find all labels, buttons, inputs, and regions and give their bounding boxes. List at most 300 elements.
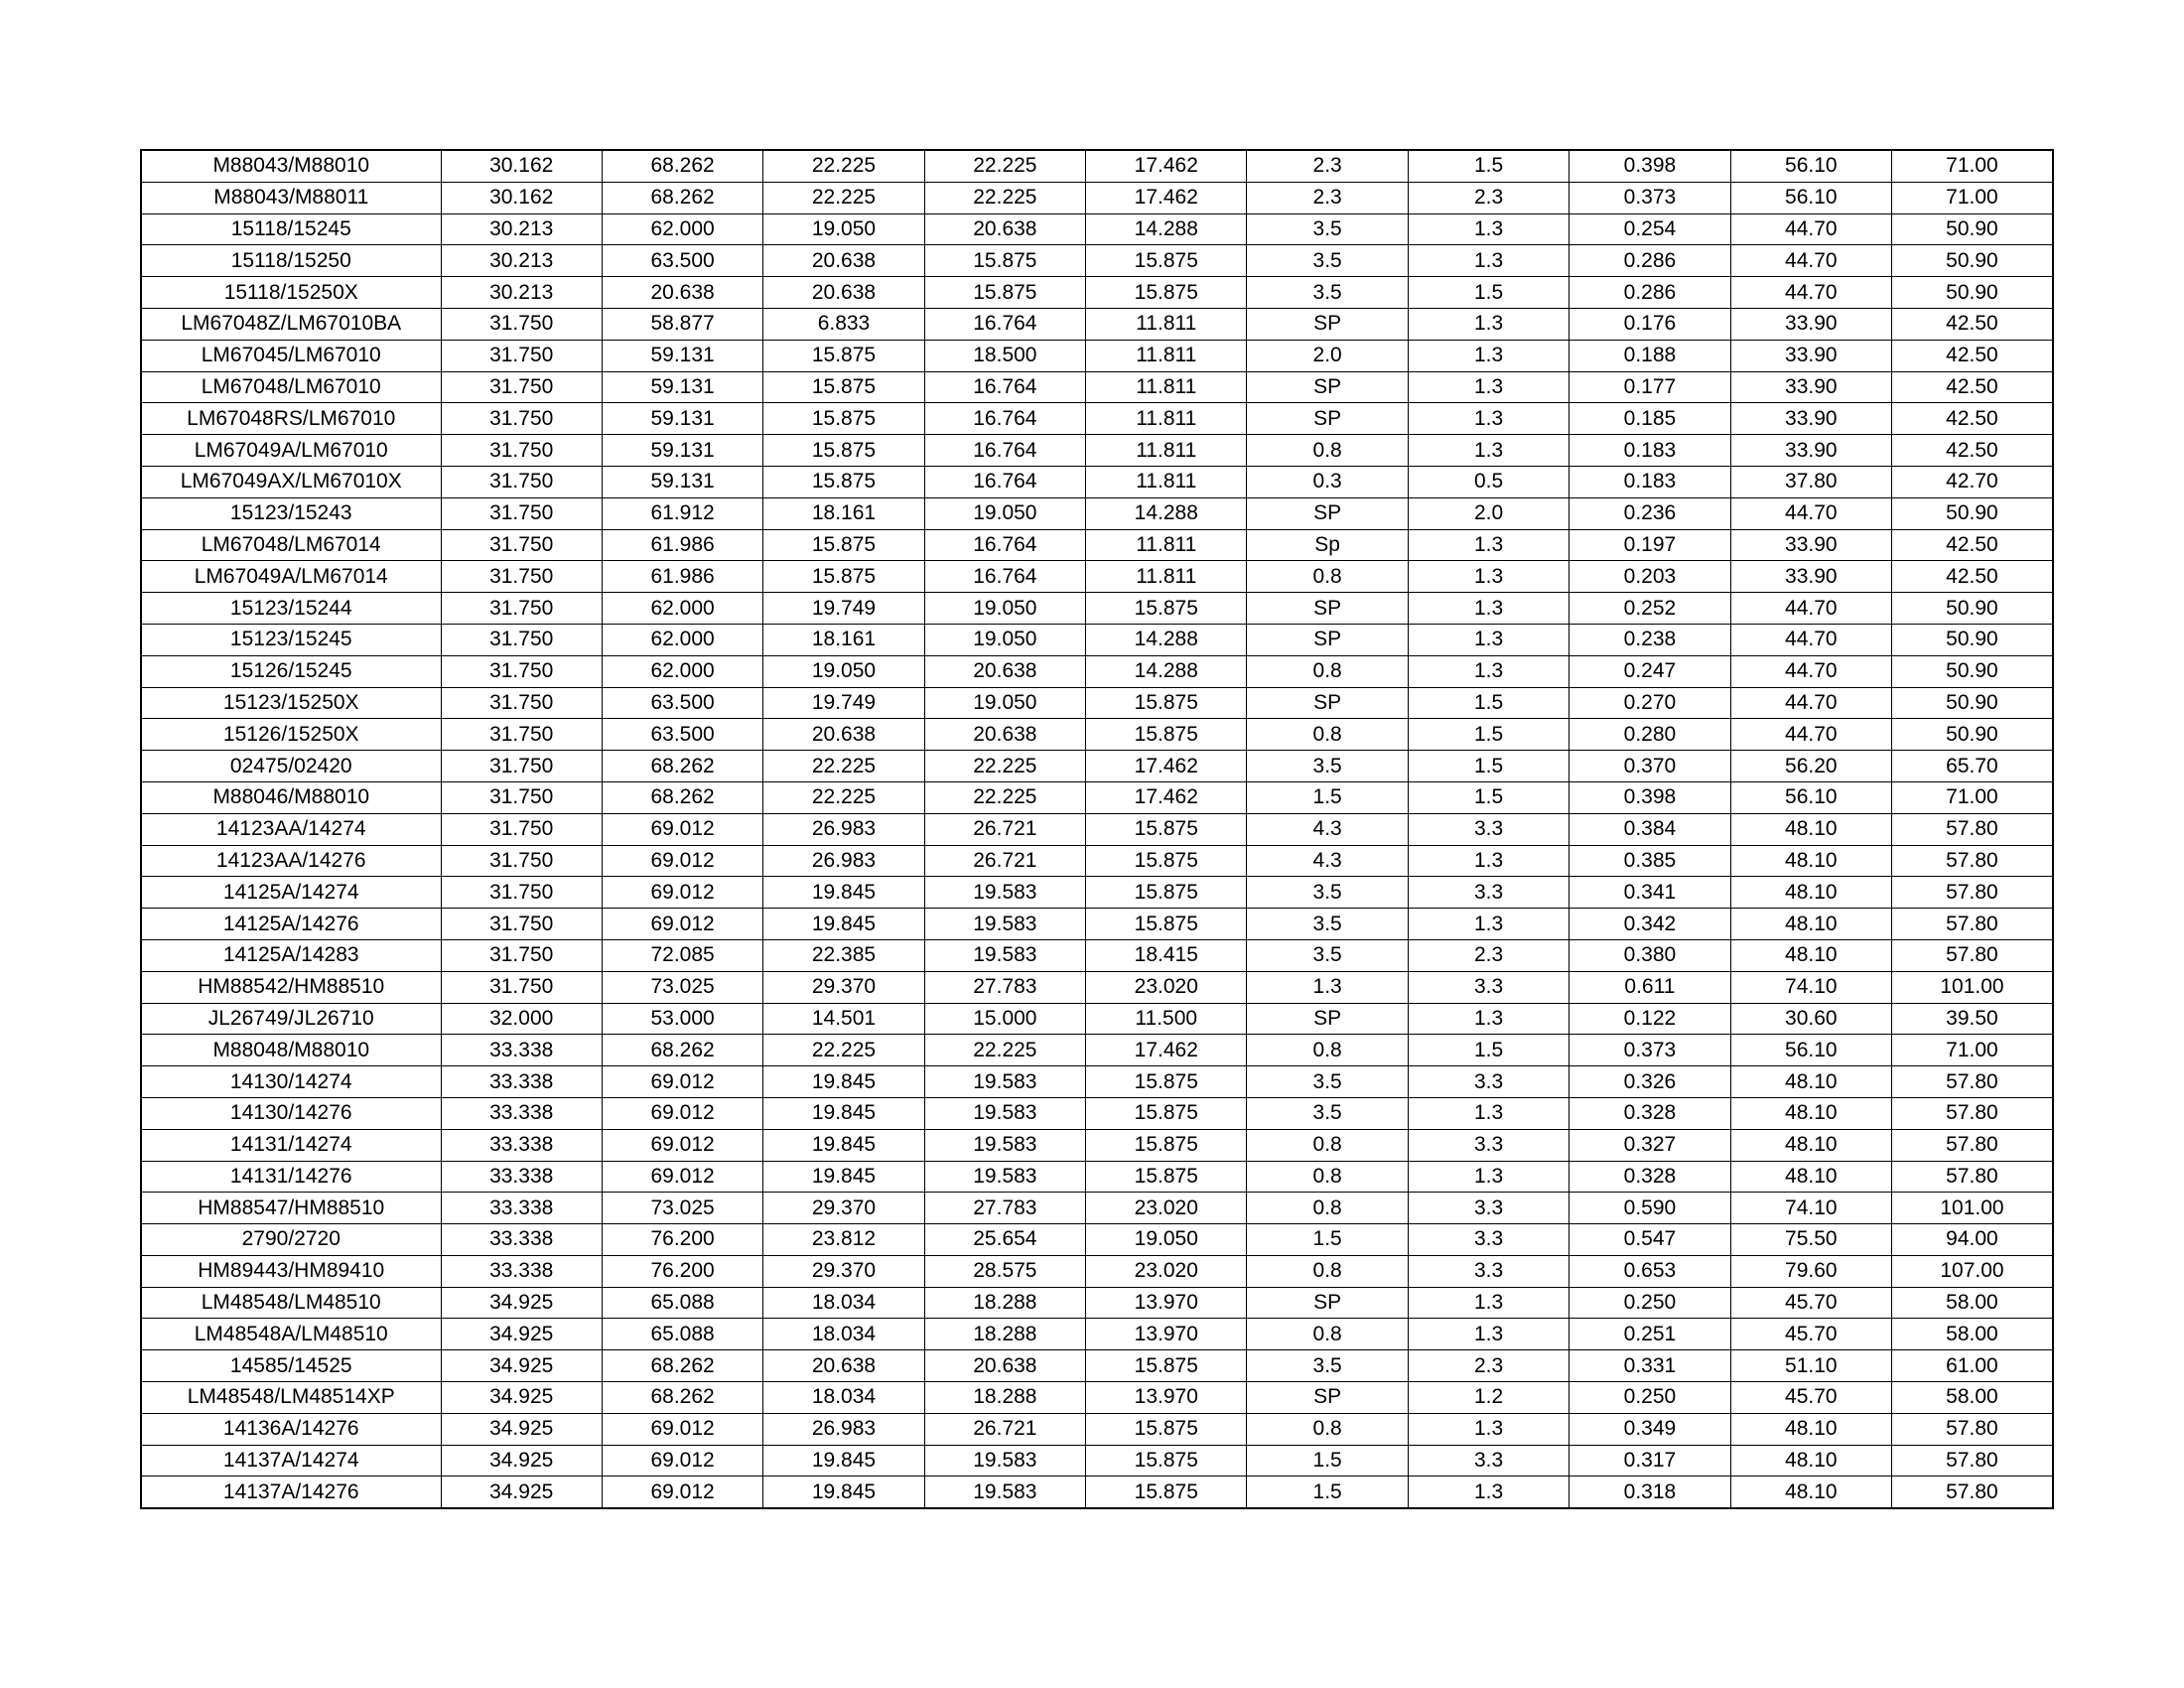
dynamic-load-cell: 44.70 xyxy=(1730,277,1891,309)
weight-cell: 0.247 xyxy=(1570,655,1730,687)
dynamic-load-cell: 44.70 xyxy=(1730,497,1891,529)
cup-width-cell: 15.875 xyxy=(1086,1413,1247,1445)
cone-width-cell: 19.749 xyxy=(763,687,924,719)
outer-diameter-cell: 65.088 xyxy=(602,1319,762,1350)
dynamic-load-cell: 51.10 xyxy=(1730,1350,1891,1382)
dynamic-load-cell: 48.10 xyxy=(1730,877,1891,909)
cone-fillet-radius-cell: SP xyxy=(1247,1287,1408,1319)
cone-width-cell: 6.833 xyxy=(763,308,924,340)
dynamic-load-cell: 44.70 xyxy=(1730,687,1891,719)
cup-fillet-radius-cell: 1.5 xyxy=(1408,781,1569,813)
table-row xyxy=(141,182,2053,213)
cone-fillet-radius-cell: 4.3 xyxy=(1247,845,1408,877)
overall-width-cell: 27.783 xyxy=(924,971,1085,1003)
table-row xyxy=(141,1035,2053,1066)
static-load-cell: 42.50 xyxy=(1892,340,2053,371)
cone-fillet-radius-cell: SP xyxy=(1247,371,1408,403)
part-number-cell: M88043/M88010 xyxy=(141,150,441,182)
bore-diameter-cell: 33.338 xyxy=(441,1255,602,1287)
cup-fillet-radius-cell: 1.3 xyxy=(1408,1413,1569,1445)
cup-width-cell: 15.875 xyxy=(1086,877,1247,909)
bore-diameter-cell: 31.750 xyxy=(441,593,602,625)
bore-diameter-cell: 33.338 xyxy=(441,1097,602,1129)
weight-cell: 0.326 xyxy=(1570,1066,1730,1098)
cone-width-cell: 15.875 xyxy=(763,340,924,371)
cup-width-cell: 13.970 xyxy=(1086,1287,1247,1319)
part-number-cell: LM67048/LM67010 xyxy=(141,371,441,403)
dynamic-load-cell: 33.90 xyxy=(1730,529,1891,561)
weight-cell: 0.183 xyxy=(1570,435,1730,467)
cup-fillet-radius-cell: 1.3 xyxy=(1408,593,1569,625)
table-row xyxy=(141,1003,2053,1035)
cup-fillet-radius-cell: 1.3 xyxy=(1408,213,1569,245)
outer-diameter-cell: 59.131 xyxy=(602,340,762,371)
cup-width-cell: 11.811 xyxy=(1086,308,1247,340)
table-row xyxy=(141,781,2053,813)
part-number-cell: HM89443/HM89410 xyxy=(141,1255,441,1287)
dynamic-load-cell: 48.10 xyxy=(1730,813,1891,845)
weight-cell: 0.280 xyxy=(1570,719,1730,751)
cone-fillet-radius-cell: 1.3 xyxy=(1247,971,1408,1003)
weight-cell: 0.328 xyxy=(1570,1097,1730,1129)
part-number-cell: 14125A/14274 xyxy=(141,877,441,909)
cup-width-cell: 11.811 xyxy=(1086,435,1247,467)
overall-width-cell: 19.583 xyxy=(924,1097,1085,1129)
part-number-cell: M88043/M88011 xyxy=(141,182,441,213)
cup-width-cell: 17.462 xyxy=(1086,182,1247,213)
cone-width-cell: 20.638 xyxy=(763,277,924,309)
cup-fillet-radius-cell: 1.3 xyxy=(1408,435,1569,467)
static-load-cell: 42.50 xyxy=(1892,435,2053,467)
outer-diameter-cell: 53.000 xyxy=(602,1003,762,1035)
overall-width-cell: 19.583 xyxy=(924,1161,1085,1193)
table-row xyxy=(141,1287,2053,1319)
outer-diameter-cell: 69.012 xyxy=(602,1066,762,1098)
cup-fillet-radius-cell: 1.5 xyxy=(1408,1035,1569,1066)
weight-cell: 0.342 xyxy=(1570,909,1730,940)
static-load-cell: 57.80 xyxy=(1892,909,2053,940)
part-number-cell: 2790/2720 xyxy=(141,1224,441,1256)
dynamic-load-cell: 56.10 xyxy=(1730,781,1891,813)
cone-width-cell: 22.225 xyxy=(763,781,924,813)
weight-cell: 0.398 xyxy=(1570,781,1730,813)
cone-width-cell: 29.370 xyxy=(763,1255,924,1287)
table-row xyxy=(141,1319,2053,1350)
cup-fillet-radius-cell: 1.3 xyxy=(1408,1003,1569,1035)
weight-cell: 0.185 xyxy=(1570,403,1730,435)
part-number-cell: 15123/15243 xyxy=(141,497,441,529)
static-load-cell: 50.90 xyxy=(1892,655,2053,687)
dynamic-load-cell: 37.80 xyxy=(1730,466,1891,497)
dynamic-load-cell: 33.90 xyxy=(1730,561,1891,593)
part-number-cell: 15123/15245 xyxy=(141,624,441,655)
static-load-cell: 50.90 xyxy=(1892,719,2053,751)
part-number-cell: 15118/15250 xyxy=(141,245,441,277)
outer-diameter-cell: 58.877 xyxy=(602,308,762,340)
outer-diameter-cell: 59.131 xyxy=(602,435,762,467)
cone-width-cell: 15.875 xyxy=(763,466,924,497)
static-load-cell: 50.90 xyxy=(1892,213,2053,245)
static-load-cell: 57.80 xyxy=(1892,1129,2053,1161)
outer-diameter-cell: 68.262 xyxy=(602,781,762,813)
part-number-cell: 15118/15245 xyxy=(141,213,441,245)
static-load-cell: 58.00 xyxy=(1892,1382,2053,1414)
outer-diameter-cell: 69.012 xyxy=(602,1477,762,1508)
part-number-cell: 14131/14274 xyxy=(141,1129,441,1161)
part-number-cell: 02475/02420 xyxy=(141,751,441,782)
cone-fillet-radius-cell: 0.8 xyxy=(1247,1035,1408,1066)
cup-width-cell: 15.875 xyxy=(1086,1445,1247,1477)
overall-width-cell: 16.764 xyxy=(924,435,1085,467)
overall-width-cell: 22.225 xyxy=(924,1035,1085,1066)
cup-fillet-radius-cell: 1.5 xyxy=(1408,719,1569,751)
cone-fillet-radius-cell: 3.5 xyxy=(1247,245,1408,277)
part-number-cell: LM67045/LM67010 xyxy=(141,340,441,371)
cone-width-cell: 18.161 xyxy=(763,497,924,529)
weight-cell: 0.251 xyxy=(1570,1319,1730,1350)
cone-fillet-radius-cell: 0.3 xyxy=(1247,466,1408,497)
static-load-cell: 101.00 xyxy=(1892,971,2053,1003)
table-row xyxy=(141,845,2053,877)
cup-fillet-radius-cell: 1.3 xyxy=(1408,403,1569,435)
part-number-cell: LM67048Z/LM67010BA xyxy=(141,308,441,340)
cone-fillet-radius-cell: 0.8 xyxy=(1247,1255,1408,1287)
part-number-cell: 15126/15250X xyxy=(141,719,441,751)
cone-width-cell: 15.875 xyxy=(763,435,924,467)
outer-diameter-cell: 69.012 xyxy=(602,1445,762,1477)
outer-diameter-cell: 62.000 xyxy=(602,213,762,245)
static-load-cell: 57.80 xyxy=(1892,877,2053,909)
weight-cell: 0.380 xyxy=(1570,939,1730,971)
cup-fillet-radius-cell: 1.5 xyxy=(1408,751,1569,782)
outer-diameter-cell: 68.262 xyxy=(602,1350,762,1382)
outer-diameter-cell: 68.262 xyxy=(602,1035,762,1066)
cone-width-cell: 22.225 xyxy=(763,150,924,182)
weight-cell: 0.341 xyxy=(1570,877,1730,909)
outer-diameter-cell: 68.262 xyxy=(602,182,762,213)
part-number-cell: 14123AA/14274 xyxy=(141,813,441,845)
bore-diameter-cell: 31.750 xyxy=(441,877,602,909)
cup-width-cell: 15.875 xyxy=(1086,1350,1247,1382)
cone-fillet-radius-cell: 3.5 xyxy=(1247,1350,1408,1382)
cone-fillet-radius-cell: 0.8 xyxy=(1247,719,1408,751)
cone-width-cell: 18.034 xyxy=(763,1287,924,1319)
dynamic-load-cell: 45.70 xyxy=(1730,1382,1891,1414)
weight-cell: 0.328 xyxy=(1570,1161,1730,1193)
cone-fillet-radius-cell: SP xyxy=(1247,497,1408,529)
overall-width-cell: 15.875 xyxy=(924,245,1085,277)
dynamic-load-cell: 56.10 xyxy=(1730,150,1891,182)
outer-diameter-cell: 61.986 xyxy=(602,529,762,561)
part-number-cell: LM67049A/LM67014 xyxy=(141,561,441,593)
table-row xyxy=(141,655,2053,687)
table-row xyxy=(141,371,2053,403)
cone-width-cell: 19.845 xyxy=(763,1161,924,1193)
weight-cell: 0.327 xyxy=(1570,1129,1730,1161)
cone-fillet-radius-cell: 3.5 xyxy=(1247,877,1408,909)
cup-width-cell: 23.020 xyxy=(1086,1193,1247,1224)
weight-cell: 0.270 xyxy=(1570,687,1730,719)
cone-width-cell: 26.983 xyxy=(763,845,924,877)
outer-diameter-cell: 73.025 xyxy=(602,1193,762,1224)
cone-width-cell: 22.225 xyxy=(763,1035,924,1066)
table-row xyxy=(141,751,2053,782)
bore-diameter-cell: 34.925 xyxy=(441,1382,602,1414)
part-number-cell: 14136A/14276 xyxy=(141,1413,441,1445)
weight-cell: 0.176 xyxy=(1570,308,1730,340)
dynamic-load-cell: 44.70 xyxy=(1730,245,1891,277)
static-load-cell: 107.00 xyxy=(1892,1255,2053,1287)
dynamic-load-cell: 75.50 xyxy=(1730,1224,1891,1256)
dynamic-load-cell: 79.60 xyxy=(1730,1255,1891,1287)
table-row xyxy=(141,150,2053,182)
weight-cell: 0.236 xyxy=(1570,497,1730,529)
table-row xyxy=(141,466,2053,497)
cone-width-cell: 19.845 xyxy=(763,1477,924,1508)
outer-diameter-cell: 69.012 xyxy=(602,1097,762,1129)
cone-width-cell: 15.875 xyxy=(763,403,924,435)
overall-width-cell: 22.225 xyxy=(924,150,1085,182)
weight-cell: 0.188 xyxy=(1570,340,1730,371)
static-load-cell: 39.50 xyxy=(1892,1003,2053,1035)
cup-width-cell: 11.811 xyxy=(1086,340,1247,371)
weight-cell: 0.317 xyxy=(1570,1445,1730,1477)
cup-width-cell: 15.875 xyxy=(1086,1097,1247,1129)
outer-diameter-cell: 62.000 xyxy=(602,593,762,625)
table-row xyxy=(141,529,2053,561)
table-row xyxy=(141,277,2053,309)
part-number-cell: 14131/14276 xyxy=(141,1161,441,1193)
cone-fillet-radius-cell: 0.8 xyxy=(1247,655,1408,687)
dynamic-load-cell: 33.90 xyxy=(1730,308,1891,340)
overall-width-cell: 20.638 xyxy=(924,213,1085,245)
cup-fillet-radius-cell: 3.3 xyxy=(1408,971,1569,1003)
static-load-cell: 71.00 xyxy=(1892,1035,2053,1066)
overall-width-cell: 19.583 xyxy=(924,1445,1085,1477)
table-row xyxy=(141,1066,2053,1098)
cup-width-cell: 15.875 xyxy=(1086,687,1247,719)
static-load-cell: 50.90 xyxy=(1892,624,2053,655)
cone-width-cell: 19.050 xyxy=(763,213,924,245)
table-row xyxy=(141,877,2053,909)
bore-diameter-cell: 33.338 xyxy=(441,1161,602,1193)
bearing-data-table xyxy=(140,149,2054,1509)
cone-fillet-radius-cell: SP xyxy=(1247,1382,1408,1414)
cone-width-cell: 19.050 xyxy=(763,655,924,687)
cone-fillet-radius-cell: 1.5 xyxy=(1247,1224,1408,1256)
bore-diameter-cell: 31.750 xyxy=(441,971,602,1003)
weight-cell: 0.183 xyxy=(1570,466,1730,497)
weight-cell: 0.370 xyxy=(1570,751,1730,782)
cup-fillet-radius-cell: 1.5 xyxy=(1408,687,1569,719)
dynamic-load-cell: 74.10 xyxy=(1730,1193,1891,1224)
static-load-cell: 58.00 xyxy=(1892,1319,2053,1350)
cone-width-cell: 19.845 xyxy=(763,877,924,909)
dynamic-load-cell: 44.70 xyxy=(1730,624,1891,655)
bore-diameter-cell: 31.750 xyxy=(441,561,602,593)
outer-diameter-cell: 62.000 xyxy=(602,655,762,687)
bore-diameter-cell: 31.750 xyxy=(441,751,602,782)
bore-diameter-cell: 30.213 xyxy=(441,245,602,277)
bore-diameter-cell: 30.213 xyxy=(441,277,602,309)
outer-diameter-cell: 61.986 xyxy=(602,561,762,593)
cone-fillet-radius-cell: 3.5 xyxy=(1247,751,1408,782)
static-load-cell: 50.90 xyxy=(1892,593,2053,625)
weight-cell: 0.250 xyxy=(1570,1287,1730,1319)
weight-cell: 0.250 xyxy=(1570,1382,1730,1414)
weight-cell: 0.254 xyxy=(1570,213,1730,245)
cone-width-cell: 15.875 xyxy=(763,561,924,593)
cup-fillet-radius-cell: 1.3 xyxy=(1408,561,1569,593)
overall-width-cell: 19.050 xyxy=(924,624,1085,655)
part-number-cell: 14130/14274 xyxy=(141,1066,441,1098)
weight-cell: 0.286 xyxy=(1570,245,1730,277)
overall-width-cell: 22.225 xyxy=(924,781,1085,813)
bore-diameter-cell: 31.750 xyxy=(441,371,602,403)
static-load-cell: 57.80 xyxy=(1892,1413,2053,1445)
cone-fillet-radius-cell: 2.3 xyxy=(1247,182,1408,213)
bore-diameter-cell: 33.338 xyxy=(441,1193,602,1224)
weight-cell: 0.122 xyxy=(1570,1003,1730,1035)
bore-diameter-cell: 30.162 xyxy=(441,182,602,213)
weight-cell: 0.238 xyxy=(1570,624,1730,655)
weight-cell: 0.373 xyxy=(1570,182,1730,213)
overall-width-cell: 25.654 xyxy=(924,1224,1085,1256)
cone-width-cell: 19.845 xyxy=(763,909,924,940)
part-number-cell: LM67049AX/LM67010X xyxy=(141,466,441,497)
overall-width-cell: 19.583 xyxy=(924,877,1085,909)
cup-fillet-radius-cell: 3.3 xyxy=(1408,1255,1569,1287)
outer-diameter-cell: 69.012 xyxy=(602,845,762,877)
part-number-cell: 14125A/14283 xyxy=(141,939,441,971)
outer-diameter-cell: 59.131 xyxy=(602,466,762,497)
overall-width-cell: 16.764 xyxy=(924,403,1085,435)
bore-diameter-cell: 31.750 xyxy=(441,403,602,435)
table-row xyxy=(141,1255,2053,1287)
part-number-cell: 14123AA/14276 xyxy=(141,845,441,877)
outer-diameter-cell: 69.012 xyxy=(602,813,762,845)
table-row xyxy=(141,687,2053,719)
dynamic-load-cell: 48.10 xyxy=(1730,845,1891,877)
cone-width-cell: 19.845 xyxy=(763,1129,924,1161)
cup-fillet-radius-cell: 2.0 xyxy=(1408,497,1569,529)
cup-fillet-radius-cell: 1.5 xyxy=(1408,150,1569,182)
outer-diameter-cell: 63.500 xyxy=(602,687,762,719)
cup-fillet-radius-cell: 3.3 xyxy=(1408,813,1569,845)
static-load-cell: 50.90 xyxy=(1892,687,2053,719)
weight-cell: 0.318 xyxy=(1570,1477,1730,1508)
cone-width-cell: 19.845 xyxy=(763,1066,924,1098)
cone-fillet-radius-cell: 3.5 xyxy=(1247,1066,1408,1098)
outer-diameter-cell: 69.012 xyxy=(602,1413,762,1445)
table-row xyxy=(141,719,2053,751)
part-number-cell: 15118/15250X xyxy=(141,277,441,309)
outer-diameter-cell: 65.088 xyxy=(602,1287,762,1319)
cup-fillet-radius-cell: 1.3 xyxy=(1408,655,1569,687)
cup-width-cell: 19.050 xyxy=(1086,1224,1247,1256)
bore-diameter-cell: 34.925 xyxy=(441,1287,602,1319)
part-number-cell: LM48548/LM48514XP xyxy=(141,1382,441,1414)
dynamic-load-cell: 44.70 xyxy=(1730,213,1891,245)
dynamic-load-cell: 45.70 xyxy=(1730,1319,1891,1350)
cup-fillet-radius-cell: 2.3 xyxy=(1408,182,1569,213)
weight-cell: 0.385 xyxy=(1570,845,1730,877)
overall-width-cell: 18.500 xyxy=(924,340,1085,371)
outer-diameter-cell: 68.262 xyxy=(602,751,762,782)
cup-width-cell: 17.462 xyxy=(1086,150,1247,182)
table-row xyxy=(141,308,2053,340)
overall-width-cell: 26.721 xyxy=(924,845,1085,877)
part-number-cell: HM88542/HM88510 xyxy=(141,971,441,1003)
table-row xyxy=(141,813,2053,845)
cup-fillet-radius-cell: 1.5 xyxy=(1408,277,1569,309)
dynamic-load-cell: 45.70 xyxy=(1730,1287,1891,1319)
bore-diameter-cell: 34.925 xyxy=(441,1413,602,1445)
static-load-cell: 42.50 xyxy=(1892,371,2053,403)
cup-width-cell: 15.875 xyxy=(1086,1161,1247,1193)
weight-cell: 0.203 xyxy=(1570,561,1730,593)
static-load-cell: 42.50 xyxy=(1892,308,2053,340)
outer-diameter-cell: 59.131 xyxy=(602,371,762,403)
overall-width-cell: 19.583 xyxy=(924,939,1085,971)
table-row xyxy=(141,971,2053,1003)
cup-fillet-radius-cell: 1.3 xyxy=(1408,308,1569,340)
overall-width-cell: 16.764 xyxy=(924,466,1085,497)
cone-width-cell: 14.501 xyxy=(763,1003,924,1035)
cone-fillet-radius-cell: 0.8 xyxy=(1247,1129,1408,1161)
weight-cell: 0.398 xyxy=(1570,150,1730,182)
cone-width-cell: 19.749 xyxy=(763,593,924,625)
overall-width-cell: 19.583 xyxy=(924,1066,1085,1098)
cup-width-cell: 11.500 xyxy=(1086,1003,1247,1035)
static-load-cell: 57.80 xyxy=(1892,1161,2053,1193)
bore-diameter-cell: 34.925 xyxy=(441,1445,602,1477)
overall-width-cell: 16.764 xyxy=(924,529,1085,561)
part-number-cell: LM48548A/LM48510 xyxy=(141,1319,441,1350)
cone-fillet-radius-cell: Sp xyxy=(1247,529,1408,561)
table-row xyxy=(141,561,2053,593)
outer-diameter-cell: 76.200 xyxy=(602,1224,762,1256)
cup-width-cell: 11.811 xyxy=(1086,403,1247,435)
cup-fillet-radius-cell: 1.3 xyxy=(1408,340,1569,371)
cone-fillet-radius-cell: 1.5 xyxy=(1247,781,1408,813)
cone-fillet-radius-cell: SP xyxy=(1247,624,1408,655)
table-row xyxy=(141,1161,2053,1193)
static-load-cell: 101.00 xyxy=(1892,1193,2053,1224)
table-row xyxy=(141,1382,2053,1414)
cup-fillet-radius-cell: 3.3 xyxy=(1408,1224,1569,1256)
cone-fillet-radius-cell: 2.3 xyxy=(1247,150,1408,182)
overall-width-cell: 18.288 xyxy=(924,1319,1085,1350)
part-number-cell: LM67049A/LM67010 xyxy=(141,435,441,467)
table-row xyxy=(141,245,2053,277)
table-row xyxy=(141,1350,2053,1382)
cup-fillet-radius-cell: 3.3 xyxy=(1408,1129,1569,1161)
static-load-cell: 57.80 xyxy=(1892,1445,2053,1477)
cone-fillet-radius-cell: SP xyxy=(1247,687,1408,719)
cone-fillet-radius-cell: 0.8 xyxy=(1247,561,1408,593)
cone-width-cell: 19.845 xyxy=(763,1445,924,1477)
static-load-cell: 57.80 xyxy=(1892,813,2053,845)
outer-diameter-cell: 68.262 xyxy=(602,1382,762,1414)
cup-fillet-radius-cell: 1.3 xyxy=(1408,1477,1569,1508)
dynamic-load-cell: 56.10 xyxy=(1730,182,1891,213)
table-body xyxy=(141,150,2053,1508)
bore-diameter-cell: 31.750 xyxy=(441,845,602,877)
dynamic-load-cell: 48.10 xyxy=(1730,1129,1891,1161)
overall-width-cell: 19.050 xyxy=(924,497,1085,529)
table-row xyxy=(141,1477,2053,1508)
